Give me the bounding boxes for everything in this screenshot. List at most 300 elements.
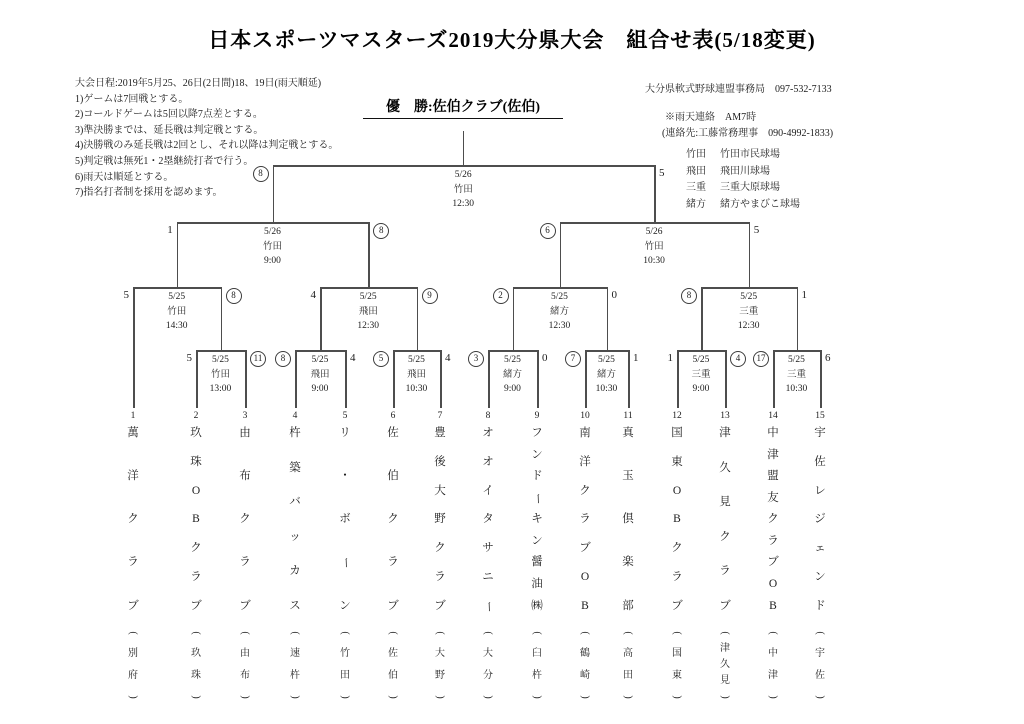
match-Q1-left-line: [133, 287, 135, 408]
match-S2-left-score: [534, 223, 556, 239]
team-name-char: 豊: [434, 427, 446, 439]
team-region-char: 竹: [340, 648, 350, 660]
team-name-char: ブ: [127, 599, 139, 612]
team-name-char: 築: [289, 461, 301, 474]
team-name-char: 津: [719, 427, 731, 439]
team-region-char: 別: [128, 648, 138, 660]
team-name-char: 杵: [289, 427, 301, 439]
open-paren: (: [388, 631, 399, 635]
match-Q4-left-score-value: 8: [681, 288, 697, 304]
match-FIN-right-score-value: 5: [659, 167, 665, 179]
open-paren: (: [532, 631, 543, 635]
team-11-region: [619, 628, 637, 702]
match-Q4-date: 5/25: [740, 292, 758, 302]
team-name-char: ・: [339, 470, 351, 483]
rule-line-2: 2)コールドゲームは5回以降7点差とする。: [75, 109, 263, 121]
match-S2-date: 5/26: [645, 227, 663, 237]
team-name-char: オ: [482, 427, 494, 439]
match-Q4-venue: 三重: [739, 306, 759, 317]
open-paren: (: [340, 631, 351, 635]
team-name-char: 久: [719, 461, 731, 474]
team-7-number: 7: [437, 411, 443, 421]
match-S1-right-score: [373, 223, 395, 239]
match-S1-date: 5/26: [264, 227, 281, 237]
team-name-char: 醤: [531, 556, 543, 569]
team-15-number: 15: [815, 411, 825, 421]
match-Q2-left-line: [320, 287, 322, 350]
match-S1-top-line: [177, 222, 370, 224]
match-S1-left-score-value: 1: [167, 224, 173, 236]
team-name-char: ッ: [289, 530, 301, 543]
team-region-char: 田: [623, 669, 633, 681]
team-name-char: 友: [767, 491, 779, 504]
match-A-info: [186, 353, 256, 397]
match-FIN-left-score-value: 8: [253, 166, 269, 182]
team-name-char: O: [580, 570, 590, 583]
team-3-name: [236, 428, 254, 612]
team-name-char: ラ: [671, 570, 683, 583]
match-A-left-score: [170, 351, 192, 367]
page-title: 日本スポーツマスターズ2019大分県大会 組合せ表(5/18変更): [208, 28, 816, 52]
match-B-right-score-value: 4: [350, 352, 356, 364]
team-region-char: 佐: [388, 648, 398, 660]
team-region-char: 由: [240, 648, 250, 660]
match-D-left-score-value: 3: [468, 351, 484, 367]
match-Q4-right-score: [802, 288, 824, 304]
team-name-char: ラ: [127, 556, 139, 569]
champion-connector-line: [463, 131, 465, 165]
match-D-date: 5/25: [504, 355, 521, 365]
team-name-char: レ: [814, 484, 826, 497]
close-paren: ): [290, 695, 301, 699]
match-S1-right-line: [368, 222, 370, 287]
match-F-top-line: [677, 350, 727, 352]
team-name-char: 宇: [814, 427, 826, 439]
team-name-char: ク: [387, 513, 399, 526]
match-Q3-right-score: [612, 288, 634, 304]
match-S1-left-score: [151, 223, 173, 239]
close-paren: ): [532, 695, 543, 699]
match-F-left-score: [651, 351, 673, 367]
open-paren: (: [815, 631, 826, 635]
match-B-date: 5/25: [311, 355, 329, 365]
match-S1-time: 9:00: [264, 256, 281, 266]
team-region-char: 大: [483, 648, 493, 660]
team-region-char: 速: [290, 648, 300, 660]
team-name-char: ン: [339, 599, 351, 612]
match-Q3-time: 12:30: [548, 321, 571, 331]
match-Q4-left-line: [701, 287, 703, 350]
team-name-char: 津: [767, 448, 779, 461]
team-name-char: ー: [531, 492, 544, 505]
team-2-name: [187, 428, 205, 612]
team-name-char: キ: [531, 513, 543, 526]
open-paren: (: [435, 631, 446, 635]
team-region-char: 分: [483, 669, 493, 681]
team-10-name: [576, 428, 594, 612]
team-region-char: 中: [768, 648, 778, 660]
team-region-char: 田: [340, 669, 350, 681]
match-E-time: 10:30: [595, 384, 618, 394]
match-A-right-score-value: 11: [250, 351, 266, 367]
close-paren: ): [483, 695, 494, 699]
match-Q4-info: [714, 290, 784, 334]
team-name-char: 佐: [387, 427, 399, 439]
venue-legend: [686, 147, 800, 213]
team-region-char: 伯: [388, 669, 398, 681]
team-region-char: 東: [672, 669, 682, 681]
match-D-time: 9:00: [504, 384, 521, 394]
team-name-char: 南: [579, 427, 591, 439]
match-S2-info: [619, 225, 689, 269]
team-name-char: ク: [671, 542, 683, 554]
team-region-char: 臼: [532, 648, 542, 660]
open-paren: (: [191, 631, 202, 635]
team-12-region: [668, 628, 686, 702]
match-D-info: [478, 353, 548, 397]
match-Q1-time: 14:30: [165, 321, 188, 331]
venue-abbr: 緒方: [686, 198, 706, 210]
venue-name: 竹田市民球場: [720, 149, 780, 160]
match-F-venue: 三重: [691, 369, 711, 380]
open-paren: (: [483, 631, 494, 635]
team-name-char: バ: [289, 496, 301, 508]
match-C-top-line: [393, 350, 442, 352]
team-11-name: [619, 428, 637, 612]
team-name-char: ド: [531, 470, 543, 483]
match-S1-right-score-value: 8: [373, 223, 389, 239]
match-G-info: [762, 353, 832, 397]
match-B-left-score-value: 8: [275, 351, 291, 367]
team-name-char: 伯: [387, 470, 399, 483]
team-name-char: ブ: [579, 542, 591, 554]
team-name-char: ラ: [579, 513, 591, 526]
champion-announcement: 優 勝:佐伯クラブ(佐伯): [363, 96, 563, 119]
team-8-region: [479, 628, 497, 702]
match-Q3-left-score: [487, 288, 509, 304]
match-C-right-score-value: 4: [445, 352, 451, 364]
match-Q2-right-score-value: 9: [422, 288, 438, 304]
open-paren: (: [128, 631, 139, 635]
team-14-number: 14: [768, 411, 778, 421]
team-region-char: 鶴: [580, 648, 590, 660]
team-name-char: B: [769, 599, 777, 612]
match-E-venue: 緒方: [596, 369, 616, 380]
team-region-char: 杵: [290, 669, 300, 681]
match-B-top-line: [295, 350, 347, 352]
team-15-region: [811, 628, 829, 702]
team-region-char: 久: [720, 659, 730, 670]
match-G-date: 5/25: [788, 355, 805, 365]
team-name-char: オ: [482, 455, 494, 468]
match-Q3-left-line: [513, 287, 515, 350]
team-name-char: ラ: [434, 570, 446, 583]
match-Q1-venue: 竹田: [167, 306, 187, 317]
open-paren: (: [623, 631, 634, 635]
match-FIN-left-line: [273, 165, 275, 222]
match-E-left-score-value: 7: [565, 351, 581, 367]
team-name-char: B: [192, 513, 200, 526]
match-Q4-left-score: [675, 288, 697, 304]
match-Q3-venue: 緒方: [549, 306, 569, 317]
team-name-char: ボ: [339, 513, 351, 526]
team-8-name: [479, 428, 497, 612]
match-Q3-date: 5/25: [551, 292, 568, 302]
team-name-char: タ: [482, 513, 494, 526]
match-F-time: 9:00: [692, 384, 710, 394]
close-paren: ): [128, 695, 139, 699]
team-3-number: 3: [242, 411, 248, 421]
close-paren: ): [768, 695, 779, 699]
team-5-region: [336, 628, 354, 702]
team-name-char: ㈱: [531, 599, 543, 612]
team-13-region: [716, 628, 734, 702]
team-name-char: 洋: [579, 455, 591, 468]
match-Q2-right-score: [422, 288, 444, 304]
match-Q2-time: 12:30: [357, 321, 380, 331]
match-S2-right-score: [754, 223, 776, 239]
team-name-char: ク: [239, 513, 251, 526]
team-name-char: 倶: [622, 513, 634, 526]
team-name-char: フ: [531, 427, 543, 439]
match-B-time: 9:00: [311, 384, 329, 394]
match-A-top-line: [196, 350, 247, 352]
team-name-char: 佐: [814, 455, 826, 468]
team-name-char: ン: [531, 534, 543, 547]
match-B-venue: 飛田: [310, 369, 330, 380]
team-name-char: ラ: [239, 556, 251, 569]
match-A-venue: 竹田: [210, 369, 230, 380]
match-FIN-info: [428, 168, 498, 212]
close-paren: ): [623, 695, 634, 699]
team-4-number: 4: [292, 411, 298, 421]
team-name-char: B: [581, 599, 589, 612]
match-S1-info: [238, 225, 308, 269]
match-Q1-right-score-value: 8: [226, 288, 242, 304]
rule-line-3: 3)準決勝までは、延長戦は判定戦とする。: [75, 124, 264, 136]
team-2-region: [187, 628, 205, 702]
match-C-info: [382, 353, 452, 397]
contact-person: (連絡先:工藤常務理事 090-4992-1833): [662, 128, 834, 139]
team-name-char: 洋: [127, 470, 139, 483]
team-9-region: [528, 628, 546, 702]
team-15-name: [811, 428, 829, 612]
team-name-char: 後: [434, 455, 446, 468]
team-name-char: ク: [719, 530, 731, 543]
team-name-char: カ: [289, 565, 301, 577]
team-name-char: ブ: [387, 599, 399, 612]
team-5-name: [336, 428, 354, 612]
team-name-char: ブ: [719, 599, 731, 612]
team-12-number: 12: [672, 411, 682, 421]
team-name-char: ド: [814, 599, 826, 612]
match-A-left-score-value: 5: [186, 352, 192, 364]
team-name-char: 玉: [622, 470, 634, 483]
rain-notice: ※雨天連絡 AM7時: [665, 112, 757, 123]
team-name-char: サ: [482, 542, 494, 554]
match-Q2-left-score-value: 4: [310, 289, 316, 301]
federation-office-contact: 大分県軟式野球連盟事務局 097-532-7133: [645, 84, 832, 95]
team-name-char: O: [672, 484, 682, 497]
match-S1-venue: 竹田: [262, 241, 282, 252]
match-Q1-date: 5/25: [168, 292, 186, 302]
team-6-name: [384, 428, 402, 612]
team-4-region: [286, 628, 304, 702]
team-name-char: ェ: [814, 542, 826, 554]
match-FIN-date: 5/26: [454, 170, 472, 180]
team-name-char: 大: [434, 484, 446, 497]
team-12-name: [668, 428, 686, 612]
match-S2-left-score-value: 6: [540, 223, 556, 239]
open-paren: (: [720, 631, 731, 635]
team-region-char: 大: [435, 648, 445, 660]
team-region-char: 玖: [191, 648, 201, 660]
close-paren: ): [240, 695, 251, 699]
venue-row: [686, 197, 800, 214]
match-A-time: 13:00: [209, 384, 232, 394]
match-Q3-info: [525, 290, 595, 334]
match-Q3-top-line: [513, 287, 609, 289]
match-E-right-score-value: 1: [633, 352, 639, 364]
team-name-char: ラ: [387, 556, 399, 569]
team-name-char: 由: [239, 427, 251, 439]
team-name-char: ク: [190, 542, 202, 554]
team-10-number: 10: [580, 411, 590, 421]
match-C-venue: 飛田: [406, 369, 426, 380]
rule-line-5: 5)判定戦は無死1・2塁継続打者で行う。: [75, 155, 254, 167]
match-FIN-top-line: [273, 165, 656, 167]
team-name-char: 見: [719, 496, 731, 508]
match-Q1-info: [142, 290, 212, 334]
match-Q1-left-score: [107, 288, 129, 304]
team-region-char: 佐: [815, 669, 825, 681]
match-C-left-score-value: 5: [373, 351, 389, 367]
close-paren: ): [435, 695, 446, 699]
team-name-char: O: [191, 484, 201, 497]
match-Q1-right-score: [226, 288, 248, 304]
match-Q4-right-score-value: 1: [801, 289, 807, 301]
team-name-char: 中: [767, 427, 779, 439]
team-14-region: [764, 628, 782, 702]
match-Q4-top-line: [701, 287, 798, 289]
team-region-char: 府: [128, 669, 138, 681]
match-Q2-date: 5/25: [359, 292, 377, 302]
match-D-top-line: [488, 350, 539, 352]
match-Q4-time: 12:30: [737, 321, 760, 331]
team-name-char: ン: [531, 448, 543, 461]
match-D-venue: 緒方: [502, 369, 522, 380]
team-name-char: ン: [814, 570, 826, 583]
team-name-char: 野: [434, 513, 446, 526]
team-name-char: ジ: [814, 513, 826, 526]
team-3-region: [236, 628, 254, 702]
team-name-char: イ: [482, 484, 494, 497]
match-FIN-venue: 竹田: [453, 184, 473, 195]
team-region-char: 見: [720, 675, 730, 686]
venue-abbr: 飛田: [686, 165, 706, 177]
team-1-name: [124, 428, 142, 612]
match-S2-right-score-value: 5: [753, 224, 760, 236]
team-name-char: ブ: [190, 599, 202, 612]
match-G-venue: 三重: [786, 369, 806, 380]
team-10-region: [576, 628, 594, 702]
team-11-number: 11: [623, 411, 633, 421]
match-G-left-score: [747, 351, 769, 367]
team-1-number: 1: [130, 411, 136, 421]
team-4-name: [286, 428, 304, 612]
tournament-rules-block: [75, 76, 338, 201]
rule-line-4: 4)決勝戦のみ延長戦は2回とし、それ以降は判定戦とする。: [75, 140, 339, 152]
team-13-name: [716, 428, 734, 612]
team-name-char: 萬: [127, 427, 139, 439]
team-region-char: 宇: [815, 648, 825, 660]
team-name-char: ー: [482, 600, 495, 612]
team-name-char: 部: [622, 599, 634, 612]
match-S2-venue: 竹田: [644, 241, 664, 252]
team-5-number: 5: [342, 411, 348, 421]
team-7-name: [431, 428, 449, 612]
team-region-char: 津: [720, 643, 730, 654]
close-paren: ): [720, 695, 731, 699]
match-B-info: [285, 353, 355, 397]
match-S1-left-line: [177, 222, 179, 287]
close-paren: ): [388, 695, 399, 699]
team-name-char: ス: [289, 599, 301, 612]
match-FIN-right-line: [654, 165, 656, 222]
team-6-number: 6: [390, 411, 396, 421]
match-E-date: 5/25: [598, 355, 615, 365]
team-name-char: ラ: [767, 534, 779, 547]
match-E-left-score: [559, 351, 581, 367]
team-region-char: 津: [768, 669, 778, 681]
rule-line-7: 7)指名打者制を採用を認めます。: [75, 187, 223, 199]
open-paren: (: [290, 631, 301, 635]
team-name-char: ラ: [719, 565, 731, 577]
team-name-char: ク: [434, 542, 446, 554]
team-name-char: 東: [671, 455, 683, 468]
team-name-char: 盟: [767, 470, 779, 483]
team-name-char: ラ: [190, 570, 202, 583]
match-F-right-score-value: 4: [730, 351, 746, 367]
team-name-char: O: [768, 577, 778, 590]
open-paren: (: [768, 631, 779, 635]
close-paren: ): [815, 695, 826, 699]
team-1-region: [124, 628, 142, 702]
match-C-date: 5/25: [408, 355, 425, 365]
open-paren: (: [240, 631, 251, 635]
match-S2-time: 10:30: [643, 256, 665, 266]
team-name-char: ブ: [239, 599, 251, 612]
match-S2-top-line: [560, 222, 751, 224]
match-B-left-score: [269, 351, 291, 367]
team-name-char: ー: [339, 557, 352, 569]
venue-name: 緒方やまびこ球場: [720, 198, 800, 210]
match-E-info: [572, 353, 642, 397]
team-name-char: 真: [622, 427, 634, 439]
venue-row: [686, 147, 800, 164]
match-Q1-right-line: [221, 287, 223, 350]
team-13-number: 13: [720, 411, 730, 421]
match-E-top-line: [585, 350, 630, 352]
match-G-time: 10:30: [785, 384, 808, 394]
match-Q1-top-line: [133, 287, 222, 289]
team-region-char: 高: [623, 648, 633, 660]
match-S2-left-line: [560, 222, 562, 287]
match-FIN-right-score: [659, 166, 681, 182]
open-paren: (: [580, 631, 591, 635]
team-name-char: 玖: [190, 427, 202, 439]
venue-abbr: 三重: [686, 182, 706, 193]
